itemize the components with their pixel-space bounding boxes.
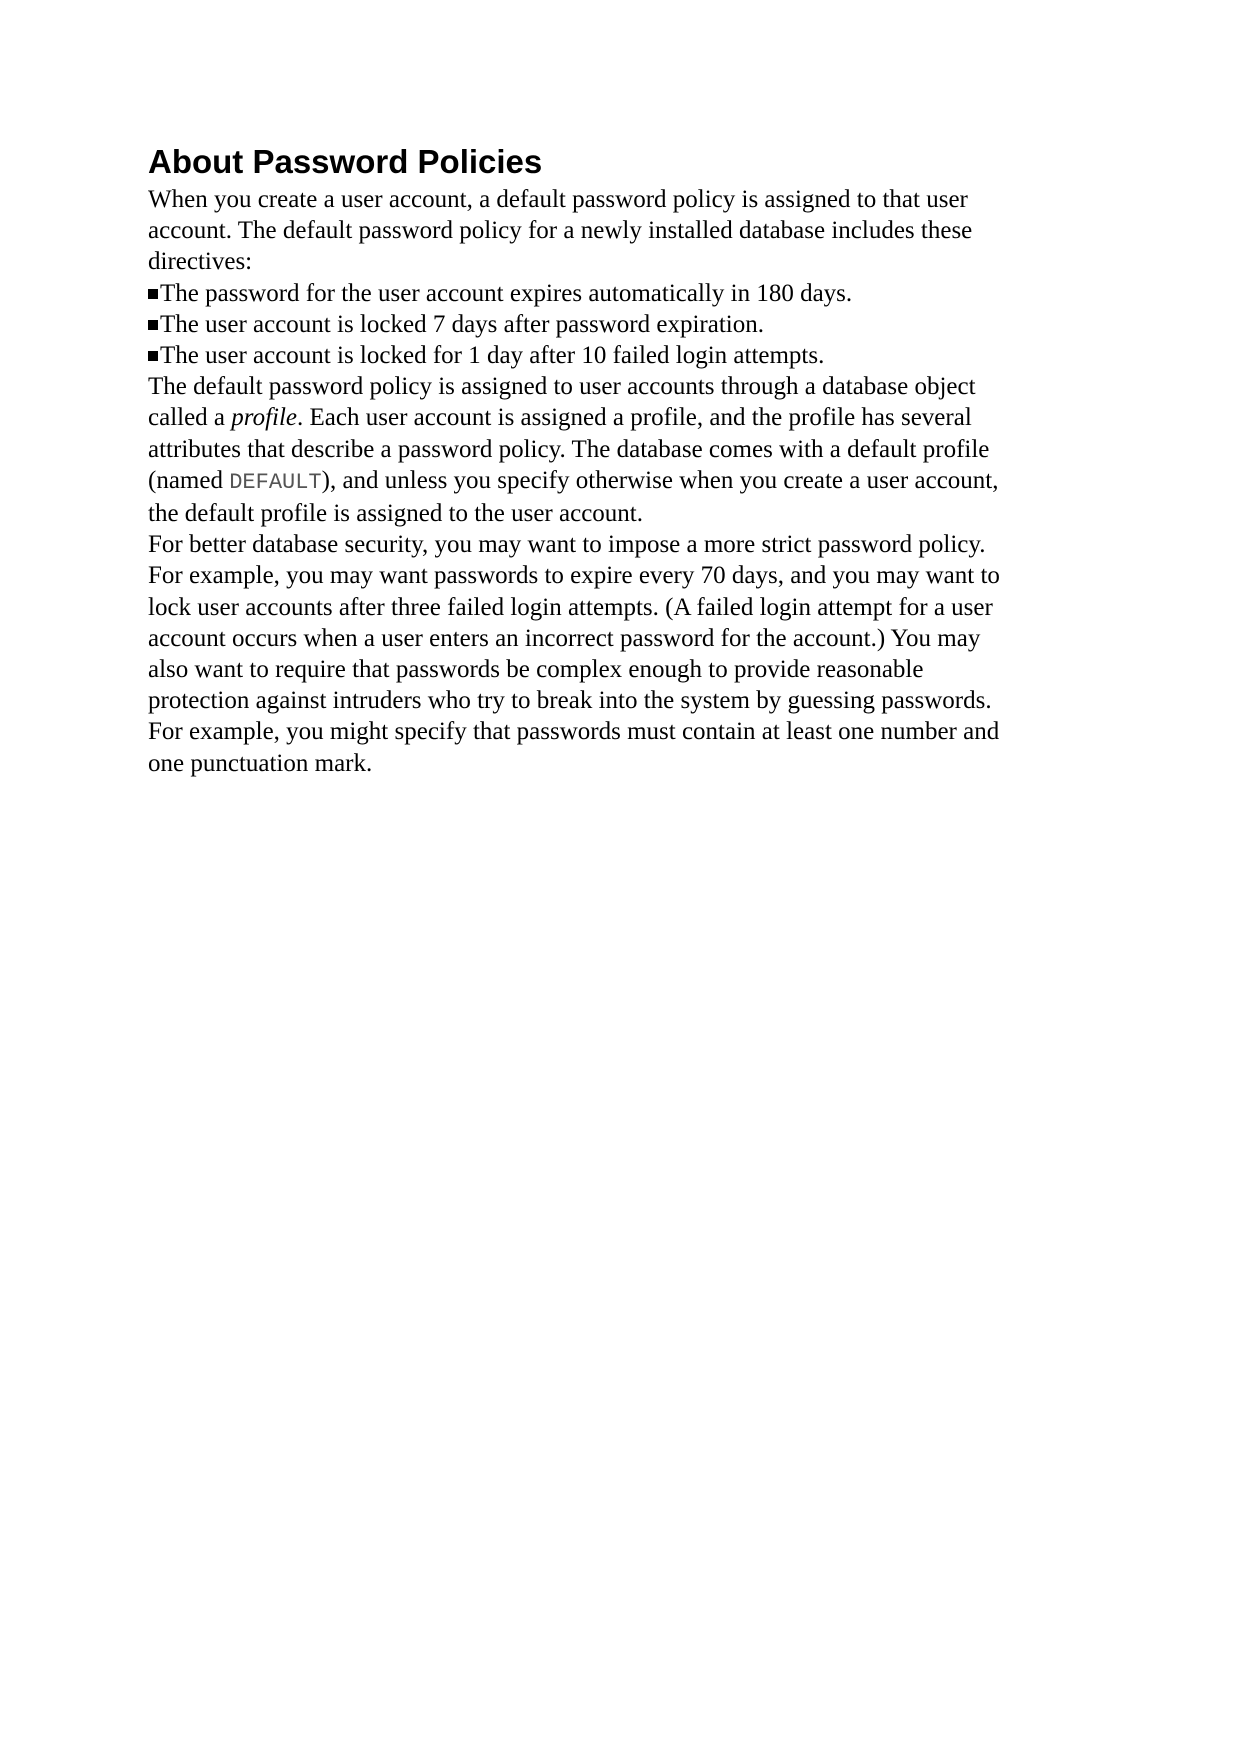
list-item: [148, 278, 1088, 309]
paragraph-line: For example, you may want passwords to expire every 70 days, and you may want to: [148, 562, 1000, 590]
list-item: [148, 340, 1088, 371]
profile-paragraph: [148, 371, 1088, 529]
paragraph-line: the default profile is assigned to the user account.: [148, 500, 643, 528]
text-run: (named: [148, 466, 230, 494]
text-run: called a: [148, 404, 232, 432]
intro-paragraph: [148, 184, 1088, 278]
text-run: ), and unless you specify otherwise when you create a user account,: [321, 466, 999, 494]
paragraph-line: lock user accounts after three failed login attempts. (A failed login attempt for a user: [148, 593, 993, 621]
security-paragraph: [148, 529, 1088, 779]
list-item-text: The user account is locked 7 days after password expiration.: [160, 310, 764, 338]
document-content: [148, 142, 1088, 779]
paragraph-line: protection against intruders who try to break into the system by guessing passwords.: [148, 687, 992, 715]
paragraph-line: [148, 402, 1088, 433]
paragraph-line: one punctuation mark.: [148, 749, 373, 777]
paragraph-line: attributes that describe a password policy. The database comes with a default profile: [148, 435, 990, 463]
default-code-term: DEFAULT: [229, 469, 322, 495]
page-title: About Password Policies: [148, 143, 543, 180]
text-run: . Each user account is assigned a profile, and the profile has several: [297, 404, 972, 432]
intro-line: directives:: [148, 248, 253, 276]
bullet-square-icon: [148, 351, 158, 361]
paragraph-line: The default password policy is assigned to user accounts through a database object: [148, 373, 976, 401]
paragraph-line: [148, 465, 1088, 498]
list-item-text: The user account is locked for 1 day after 10 failed login attempts.: [160, 342, 825, 370]
directives-list: [148, 278, 1088, 372]
bullet-square-icon: [148, 320, 158, 330]
profile-term: profile: [231, 404, 298, 432]
paragraph-line: For better database security, you may want to impose a more strict password policy.: [148, 531, 986, 559]
list-item: [148, 309, 1088, 340]
intro-line: account. The default password policy for a newly installed database includes these: [148, 217, 973, 245]
list-item-text: The password for the user account expires automatically in 180 days.: [160, 279, 853, 307]
paragraph-line: account occurs when a user enters an incorrect password for the account.) You may: [148, 624, 981, 652]
intro-line: When you create a user account, a default password policy is assigned to that user: [148, 186, 968, 213]
paragraph-line: also want to require that passwords be complex enough to provide reasonable: [148, 656, 924, 684]
paragraph-line: For example, you might specify that passwords must contain at least one number and: [148, 718, 1000, 746]
bullet-square-icon: [148, 289, 158, 299]
